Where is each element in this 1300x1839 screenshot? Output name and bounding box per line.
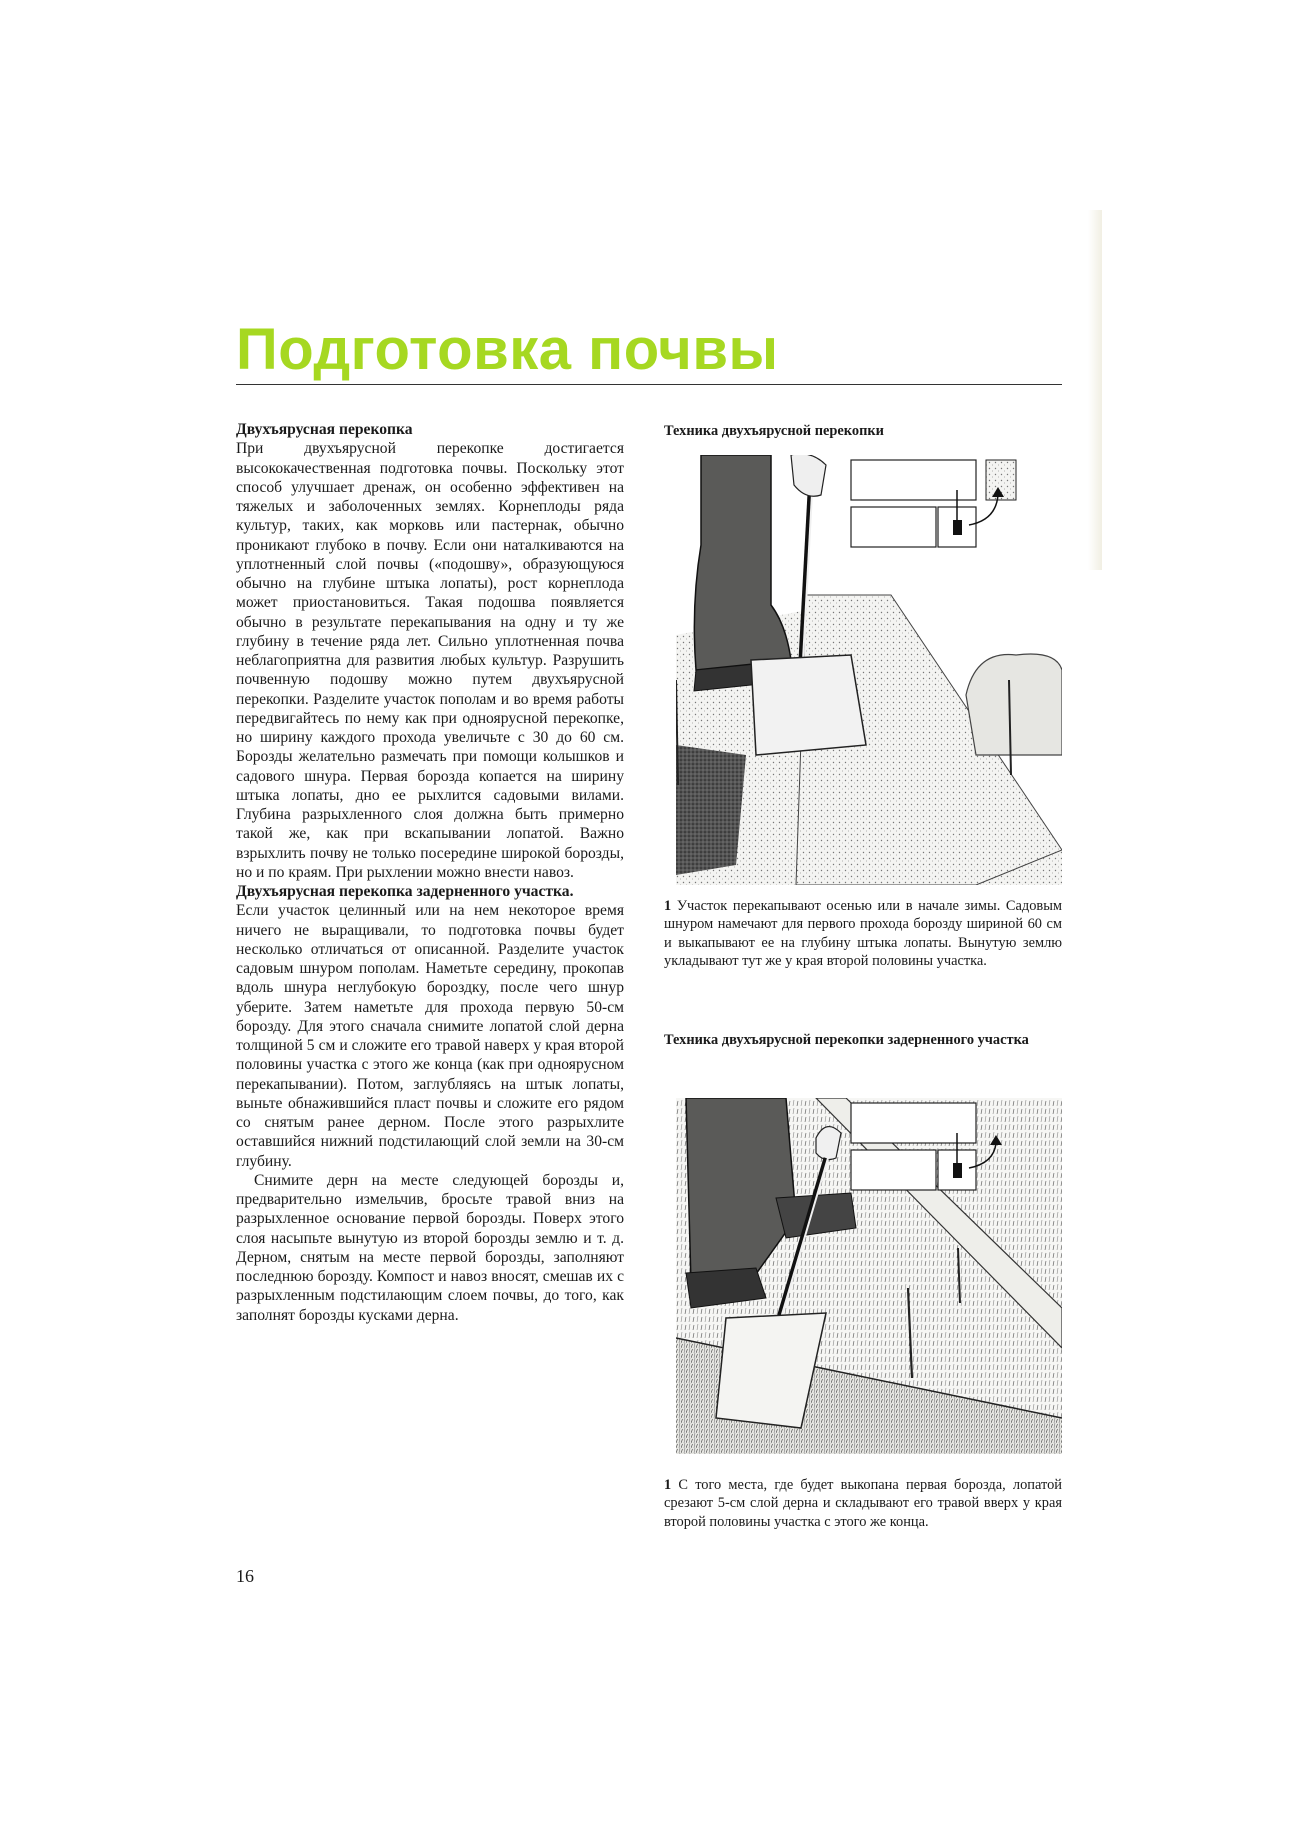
- section-heading-double-digging: Двухъярусная перекопка: [236, 421, 413, 438]
- section-text-double-digging: При двухъярусной перекопке достигается высококачественная подготовка почвы. Поскольку этот способ улучшает дренаж, он особенно эффективен на тяжелых и заболоченных землях. Корнеплоды ряда культур, таких, как морковь или пастернак, обычно проникают глубоко в почву. Если они наталкиваются на уплотненный слой почвы («подошву», образующуюся обычно на глубине штыка лопаты), рост корнеплода может приостановиться. Такая подошва появляется обычно в результате перекапывания на одну и ту же глубину в течение ряда лет. Сильно уплотненная почва неблагоприятна для развития любых культур. Разрушить почвенную подошву можно путем двухъярусной перекопки. Разделите участок пополам и во время работы передвигайтесь по нему как при одноярусной перекопке, но ширину каждого прохода увеличьте с 30 до 60 см. Борозды желательно размечать при помощи колышков и садового шнура. Первая борозда копается на ширину штыка лопаты, дно ее рыхлится садовыми вилами. Глубина разрыхленного слоя должна быть примерно такой же, как при вскапывании лопатой. Важно взрыхлить почву не только посередине широкой борозды, но и по краям. При рыхлении можно внести навоз.: [236, 440, 624, 881]
- figure2-caption: С того места, где будет выкопана первая борозда, лопатой срезают 5-см слой дерна и складывают его травой вверх у края второй половины участка с этого же конца.: [664, 1477, 1062, 1530]
- page-title: Подготовка почвы: [236, 317, 779, 382]
- figure1-illustration: [676, 455, 1062, 885]
- title-divider: [236, 384, 1062, 385]
- figure2-heading: Техника двухъярусной перекопки задерненного участка: [664, 1032, 1029, 1048]
- figure1-caption-number: 1: [664, 898, 672, 914]
- section-text-turf-digging-continued: Снимите дерн на месте следующей борозды и, предварительно измельчив, бросьте травой вниз на разрыхленное основание первой борозды. Поверх этого слоя насыпьте вынутую из второй борозды землю и т. д. Дерном, снятым на месте первой борозды, заполняют последнюю борозду. Компост и навоз вносят, смешав их с разрыхленным подстилающим слоем почвы, до того, как заполнят борозды кусками дерна.: [236, 1171, 624, 1324]
- figure2-caption-block: [664, 1476, 1062, 1531]
- scan-edge-shadow: [1088, 210, 1102, 570]
- figure2-illustration: [676, 1098, 1062, 1454]
- figure1-heading: Техника двухъярусной перекопки: [664, 423, 884, 439]
- section-heading-turf-digging: Двухъярусная перекопка задерненного участка.: [236, 883, 574, 900]
- figure2-caption-number: 1: [664, 1477, 672, 1493]
- figure1-caption: Участок перекапывают осенью или в начале зимы. Садовым шнуром намечают для первого прохода борозду шириной 60 см и выкапывают ее на глубину штыка лопаты. Вынутую землю укладывают тут же у края второй половины участка.: [664, 898, 1062, 970]
- figure1-heading-block: [664, 422, 1062, 440]
- left-text-column: [236, 420, 624, 1325]
- section-text-turf-digging: Если участок целинный или на нем некоторое время ничего не выращивали, то подготовка почвы будет несколько отличаться от описанной. Разделите участок садовым шнуром пополам. Наметьте середину, прокопав вдоль шнура неглубокую бороздку, после чего шнур уберите. Затем наметьте для прохода первую 50-см борозду. Для этого сначала снимите лопатой слой дерна толщиной 5 см и сложите его травой наверх у края второй половины участка с этого же конца (как при одноярусном перекапывании). Потом, заглубляясь на штык лопаты, выньте обнажившийся пласт почвы и сложите его рядом со снятым ранее дерном. После этого разрыхлите оставшийся нижний подстилающий слой земли на 30-см глубину.: [236, 902, 624, 1170]
- figure1-caption-block: [664, 897, 1062, 971]
- figure2-heading-block: [664, 1031, 1062, 1049]
- page-number: 16: [236, 1566, 254, 1586]
